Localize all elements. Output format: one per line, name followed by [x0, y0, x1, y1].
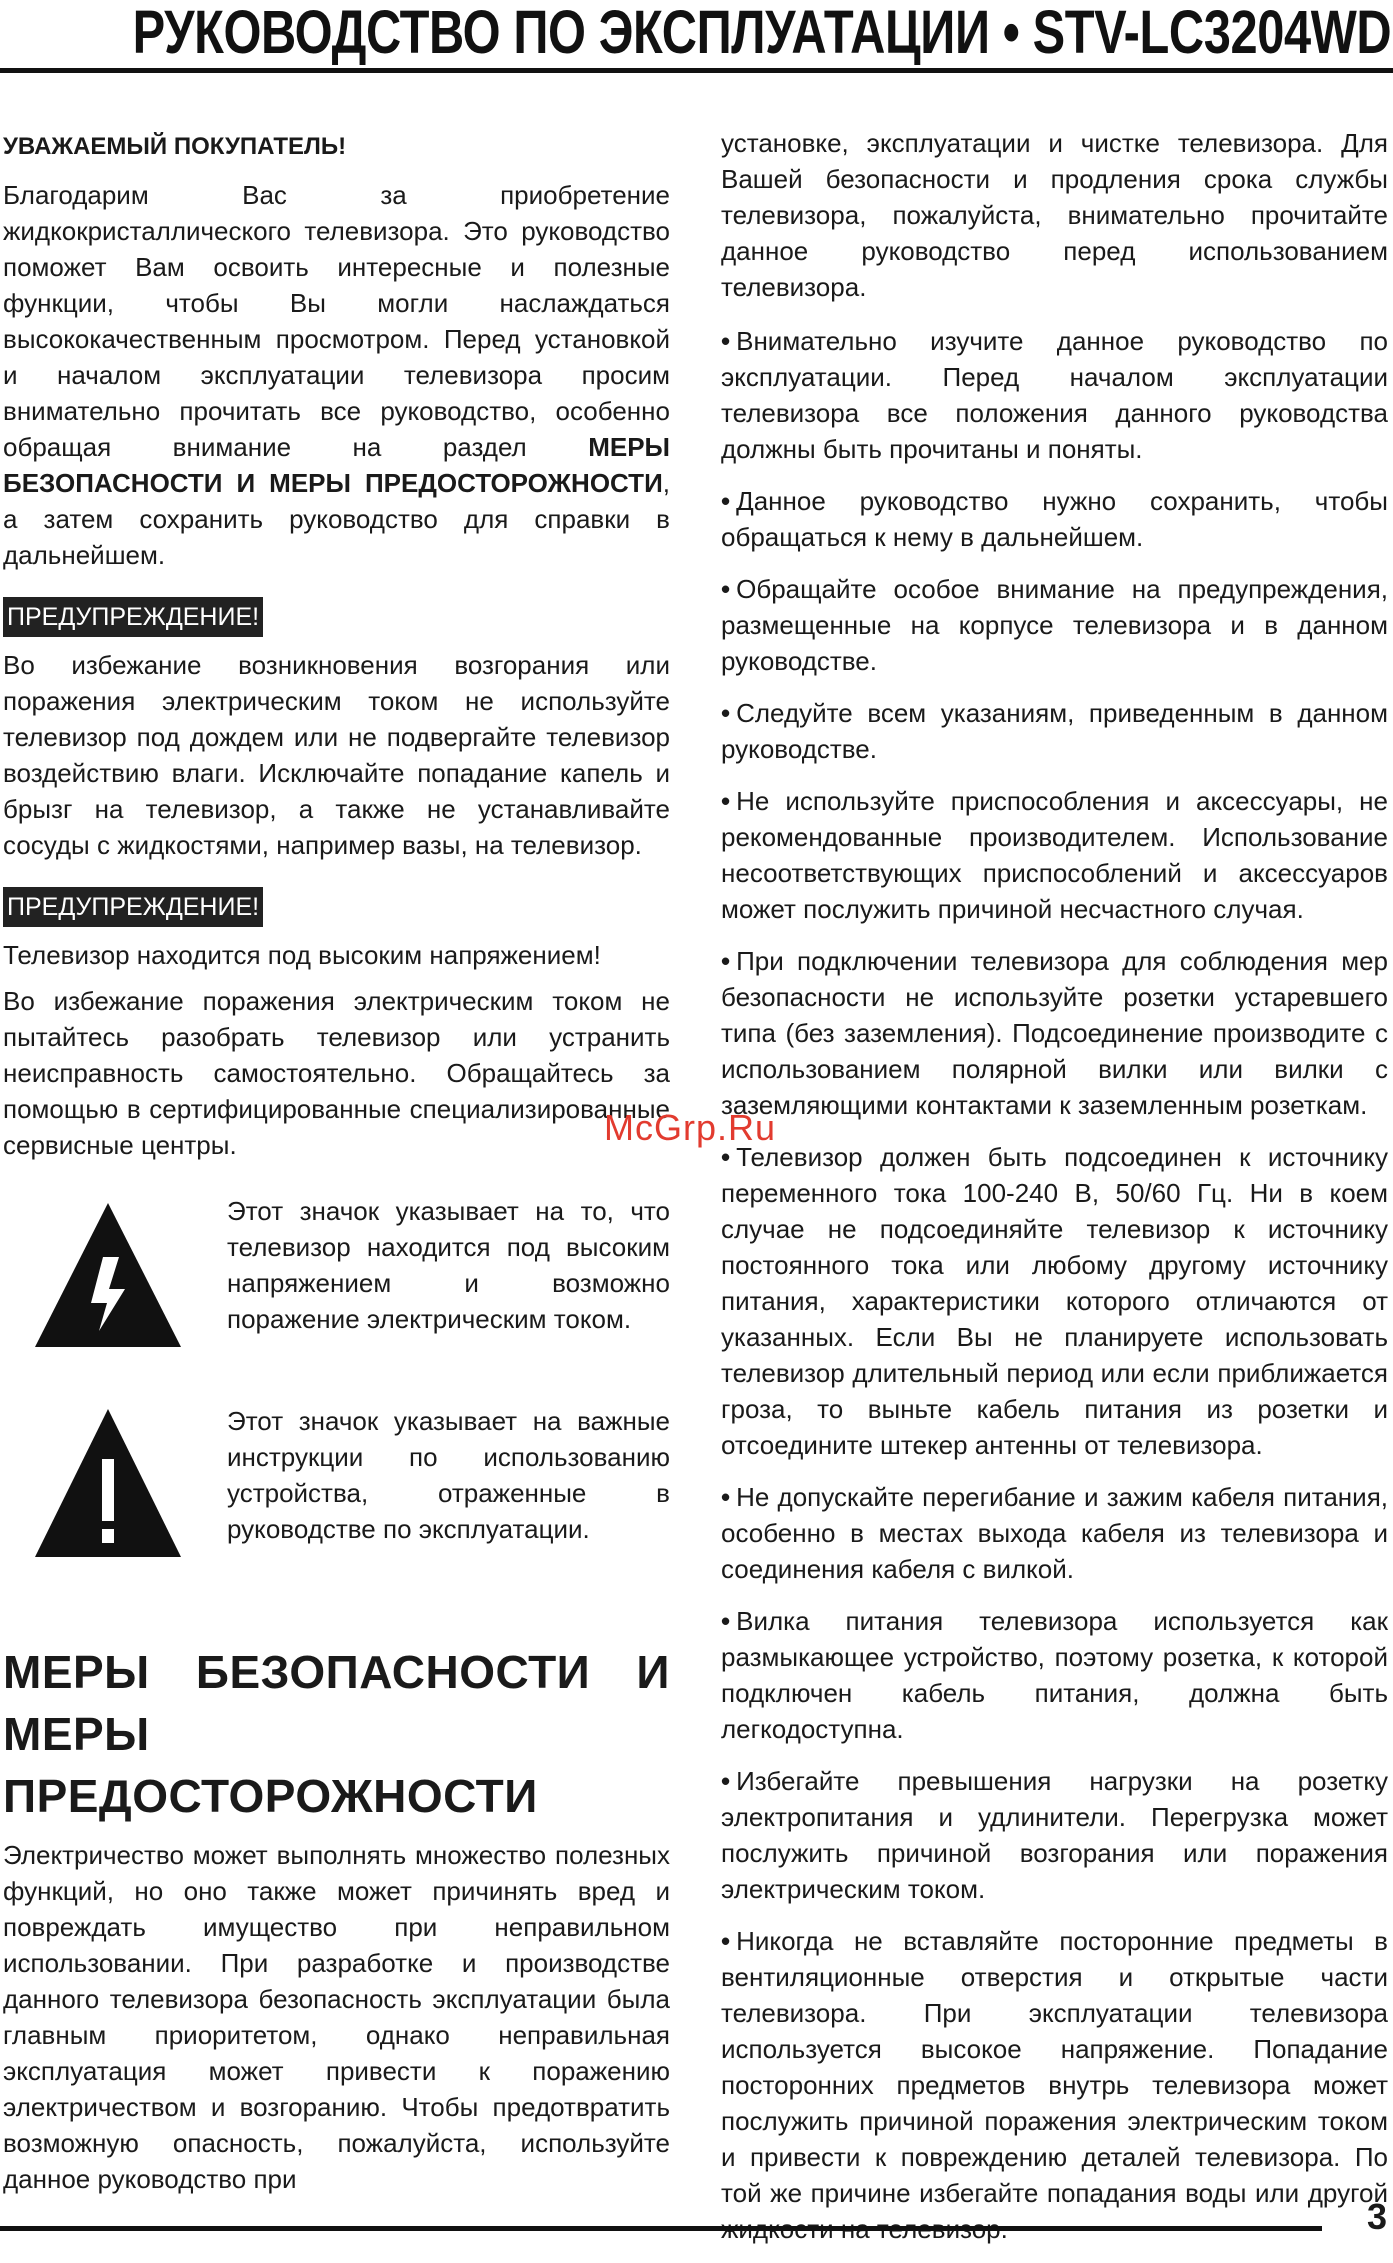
warning-text-1: Во избежание возникновения возгорания или поражения электрическим током не используйте телевизор под дождем или не подвергайте телевизор воздействию влаги. Исключайте попадание капель и брызг на телевизор, а также не устанавливайте сосуды с жидкостями, например вазы, на телевизор.	[3, 650, 670, 860]
bullet-item: • Данное руководство нужно сохранить, чтобы обращаться к нему в дальнейшем.	[721, 486, 1388, 552]
bullet-icon: •	[721, 574, 731, 604]
exclamation-icon	[33, 1405, 203, 1555]
greeting-heading: УВАЖАЕМЫЙ ПОКУПАТЕЛЬ!	[3, 133, 347, 160]
bullet-icon: •	[721, 1482, 731, 1512]
warning-label-wrap-2	[3, 887, 670, 927]
bullet-icon: •	[721, 326, 731, 356]
important-icon-row	[3, 1399, 670, 1589]
intro-text-start: Благодарим Вас за приобретение жидкокристаллического телевизора. Это руководство поможет Вам освоить интересные и полезные функции, чтобы Вы могли наслаждаться высококачественным просмотром. Перед установкой и началом эксплуатации телевизора просим внимательно прочитать все руководство, особенно обращая внимание на раздел	[3, 180, 670, 462]
page-header	[0, 0, 1393, 78]
safety-intro-continuation: установке, эксплуатации и чистке телевизора. Для Вашей безопасности и продления срока службы телевизора, пожалуйста, внимательно прочитайте данное руководство перед использованием телевизора.	[721, 128, 1388, 302]
bullet-item: • Не допускайте перегибание и зажим кабеля питания, особенно в местах выхода кабеля из телевизора и соединения кабеля с вилкой.	[721, 1482, 1388, 1584]
bullet-icon: •	[721, 1142, 731, 1172]
left-column	[3, 125, 670, 2213]
bullet-item: • Избегайте превышения нагрузки на розетку электропитания и удлинители. Перегрузка может послужить причиной возгорания или поражения электрическим током.	[721, 1766, 1388, 1904]
bullet-item: • Никогда не вставляйте посторонние предметы в вентиляционные отверстия и открытые части телевизора. При эксплуатации телевизора используется высокое напряжение. Попадание посторонних предметов внутрь телевизора может послужить причиной поражения электрическим током и привести к повреждению деталей телевизора. По той же причине избегайте попадания воды или другой	[721, 1926, 1388, 2208]
bullet-item: • Телевизор должен быть подсоединен к источнику переменного тока 100-240 В, 50/60 Гц. Ни в коем случае не подсоединяйте телевизор к источнику постоянного тока или любому другому источнику питания, характеристики которого отличаются от указанных. Если Вы не планируете использовать телевизор длительный период или если приближается гроза, то выньте кабель питания из розетки и отсоедините штекер антенны от телевизора.	[721, 1142, 1388, 1460]
high-voltage-icon	[33, 1199, 203, 1349]
high-voltage-description: Этот значок указывает на то, что телевизор находится под высоким напряжением и возможно поражение электрическим током.	[227, 1196, 670, 1334]
bullet-item: • Следуйте всем указаниям, приведенным в данном руководстве.	[721, 698, 1388, 764]
warning-text-2b: Во избежание поражения электрическим током не пытайтесь разобрать телевизор или устранить неисправность самостоятельно. Обращайтесь за помощью в сертифицированные специализированные сервисные центры.	[3, 986, 670, 1160]
bullet-icon: •	[721, 946, 731, 976]
footer-divider	[0, 2226, 1322, 2231]
warning-badge-1: ПРЕДУПРЕЖДЕНИЕ!	[3, 597, 263, 637]
header-divider	[0, 68, 1393, 73]
safety-section-title: МЕРЫ БЕЗОПАСНОСТИ И МЕРЫ ПРЕДОСТОРОЖНОСТИ	[3, 1646, 670, 1822]
bullet-icon: •	[721, 698, 731, 728]
bullet-icon: •	[721, 1606, 731, 1636]
bullet-item: • Обращайте особое внимание на предупреждения, размещенные на корпусе телевизора и в данном руководстве.	[721, 574, 1388, 676]
warning-label-wrap-1	[3, 597, 670, 637]
bullet-item: • При подключении телевизора для соблюдения мер безопасности не используйте розетки устаревшего типа (без заземления). Подсоединение производите с использованием полярной вилки или вилки с заземляющими контактами к заземленным розеткам.	[721, 946, 1388, 1120]
important-description: Этот значок указывает на важные инструкции по использованию устройства, отраженные в руководстве по эксплуатации.	[227, 1406, 670, 1544]
right-column	[721, 125, 1388, 2263]
intro-text-end: , а затем сохранить руководство для справки в дальнейшем.	[3, 468, 670, 570]
warning-badge-2: ПРЕДУПРЕЖДЕНИЕ!	[3, 887, 263, 927]
bullet-icon: •	[721, 486, 731, 516]
intro-section-ref: МЕРЫ БЕЗОПАСНОСТИ И МЕРЫ ПРЕДОСТОРОЖНОСТИ	[3, 432, 670, 498]
bullet-icon: •	[721, 786, 731, 816]
safety-intro-text: Электричество может выполнять множество полезных функций, но оно также может причинять вред и повреждать имущество при неправильном использовании. При разработке и производстве данного телевизора безопасность эксплуатации была главным приоритетом, однако неправильная эксплуатация может привести к поражению электричеством и возгоранию. Чтобы предотвратить возможную опасность, пожалуйста, используйте данное руководство при	[3, 1840, 670, 2194]
warning-text-2a: Телевизор находится под высоким напряжением!	[3, 940, 601, 970]
bullet-icon: •	[721, 1766, 731, 1796]
watermark: McGrp.Ru	[604, 1107, 777, 1148]
high-voltage-icon-row	[3, 1179, 670, 1389]
bullet-item: • Вилка питания телевизора используется как размыкающее устройство, поэтому розетка, к которой подключен кабель питания, должна быть легкодоступна.	[721, 1606, 1388, 1744]
bullet-item: • Не используйте приспособления и аксессуары, не рекомендованные производителем. Использование несоответствующих приспособлений и аксессуаров может послужить причиной несчастного случая.	[721, 786, 1388, 924]
bullet-icon: •	[721, 1926, 731, 1956]
bullet-item: • Внимательно изучите данное руководство по эксплуатации. Перед началом эксплуатации телевизора все положения данного руководства должны быть прочитаны и поняты.	[721, 326, 1388, 464]
page-number: 3	[1366, 2196, 1387, 2237]
intro-paragraph	[3, 177, 670, 573]
manual-title: РУКОВОДСТВО ПО ЭКСПЛУАТАЦИИ • STV-LC3204WD	[132, 0, 1391, 66]
